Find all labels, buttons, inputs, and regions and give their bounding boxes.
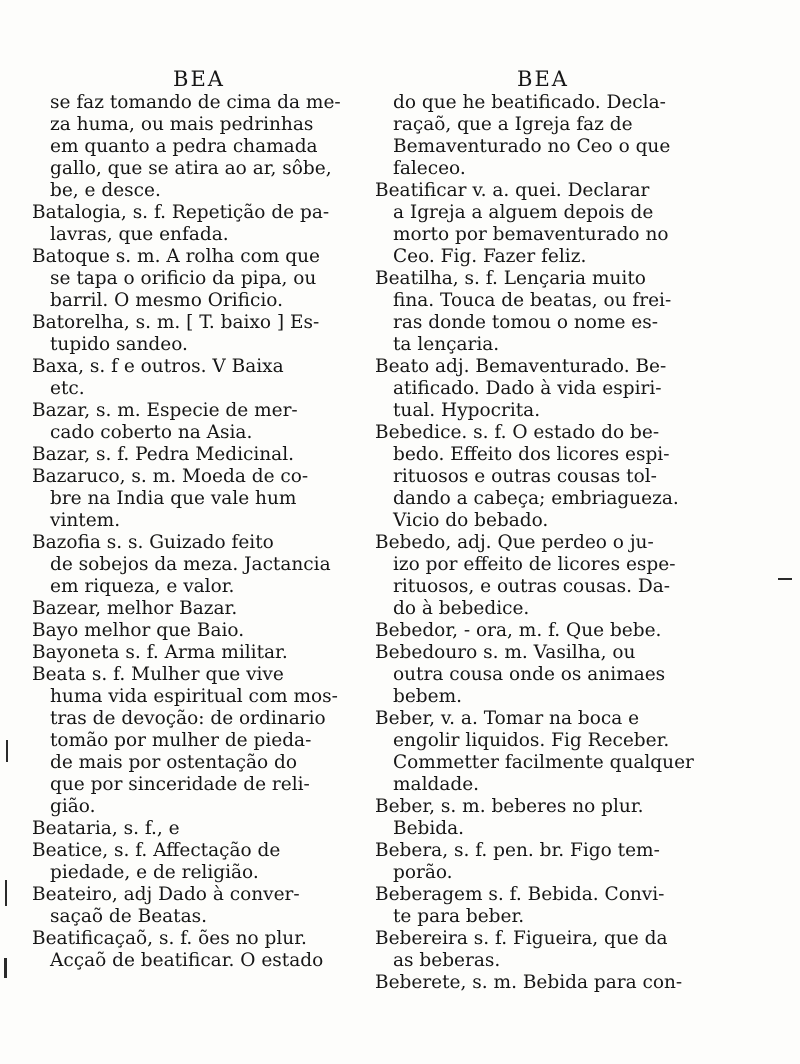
entry-line: ras donde tomou o nome es-	[393, 312, 658, 333]
entry-line: rituosos, e outras cousas. Da-	[393, 576, 671, 597]
entry-line: Bebida.	[393, 818, 465, 839]
right-column-entries	[375, 92, 711, 994]
entry-line: be, e desce.	[50, 180, 161, 201]
entry-line: morto por bemaventurado no	[393, 224, 669, 245]
entry-line: saçaõ de Beatas.	[50, 906, 208, 927]
entry-line: Bebedo, adj. Que perdeo o ju-	[375, 532, 654, 553]
entry-line: do à bebedice.	[393, 598, 530, 619]
scan-mark	[5, 880, 7, 906]
left-column-header: BEA	[173, 67, 225, 91]
right-column	[375, 66, 711, 994]
entry-line: se faz tomando de cima da me-	[50, 92, 341, 113]
entry-line: Baxa, s. f e outros. V Baixa	[32, 356, 284, 377]
entry-line: Bemaventurado no Ceo o que	[393, 136, 671, 157]
entry-line: que por sinceridade de reli-	[50, 774, 310, 795]
entry-line: za huma, ou mais pedrinhas	[50, 114, 314, 135]
left-column-entries	[32, 92, 366, 972]
entry-line: piedade, e de religião.	[50, 862, 259, 883]
entry-line: Batorelha, s. m. [ T. baixo ] Es-	[32, 312, 320, 333]
entry-line: Bayo melhor que Baio.	[32, 620, 245, 641]
entry-line: Beatificar v. a. quei. Declarar	[375, 180, 650, 201]
entry-line: Beatificaçaõ, s. f. ões no plur.	[32, 928, 307, 949]
entry-line: Bazofia s. s. Guizado feito	[32, 532, 274, 553]
entry-line: ta lençaria.	[393, 334, 500, 355]
entry-line: de mais por ostentação do	[50, 752, 298, 773]
entry-line: Bazar, s. m. Especie de mer-	[32, 400, 298, 421]
entry-line: Commetter facilmente qualquer	[393, 752, 694, 773]
entry-line: Bazaruco, s. m. Moeda de co-	[32, 466, 309, 487]
scan-mark	[6, 740, 8, 762]
entry-line: Beber, s. m. beberes no plur.	[375, 796, 644, 817]
entry-line: raçaõ, que a Igreja faz de	[393, 114, 633, 135]
entry-line: rituosos e outras cousas tol-	[393, 466, 657, 487]
entry-line: em quanto a pedra chamada	[50, 136, 318, 157]
entry-line: bre na India que vale hum	[50, 488, 297, 509]
entry-line: Acçaõ de beatificar. O estado	[50, 950, 324, 971]
entry-line: Beberagem s. f. Bebida. Convi-	[375, 884, 665, 905]
entry-line: a Igreja a alguem depois de	[393, 202, 654, 223]
entry-line: porão.	[393, 862, 453, 883]
entry-line: Beber, v. a. Tomar na boca e	[375, 708, 640, 729]
entry-line: Bazar, s. f. Pedra Medicinal.	[32, 444, 295, 465]
right-column-header: BEA	[517, 67, 569, 91]
entry-line: etc.	[50, 378, 85, 399]
entry-line: Beatilha, s. f. Lençaria muito	[375, 268, 646, 289]
entry-line: do que he beatificado. Decla-	[393, 92, 666, 113]
entry-line: Bazear, melhor Bazar.	[32, 598, 238, 619]
entry-line: gallo, que se atira ao ar, sôbe,	[50, 158, 332, 179]
entry-line: maldade.	[393, 774, 480, 795]
entry-line: se tapa o orificio da pipa, ou	[50, 268, 317, 289]
entry-line: tual. Hypocrita.	[393, 400, 541, 421]
entry-line: bebem.	[393, 686, 463, 707]
entry-line: faleceo.	[393, 158, 466, 179]
entry-line: atificado. Dado à vida espiri-	[393, 378, 662, 399]
scan-mark	[778, 578, 792, 580]
entry-line: Beato adj. Bemaventurado. Be-	[375, 356, 667, 377]
entry-line: dando a cabeça; embriagueza.	[393, 488, 679, 509]
entry-line: huma vida espiritual com mos-	[50, 686, 338, 707]
entry-line: Beatice, s. f. Affectação de	[32, 840, 281, 861]
entry-line: Bayoneta s. f. Arma militar.	[32, 642, 288, 663]
entry-line: Vicio do bebado.	[393, 510, 549, 531]
entry-line: te para beber.	[393, 906, 525, 927]
entry-line: Batoque s. m. A rolha com que	[32, 246, 320, 267]
left-column	[32, 66, 366, 972]
entry-line: bedo. Effeito dos licores espi-	[393, 444, 670, 465]
entry-line: Bebedouro s. m. Vasilha, ou	[375, 642, 636, 663]
entry-line: fina. Touca de beatas, ou frei-	[393, 290, 672, 311]
entry-line: tras de devoção: de ordinario	[50, 708, 326, 729]
entry-line: Bebedor, - ora, m. f. Que bebe.	[375, 620, 662, 641]
entry-line: vintem.	[50, 510, 121, 531]
entry-line: cado coberto na Asia.	[50, 422, 253, 443]
entry-line: tupido sandeo.	[50, 334, 188, 355]
entry-line: Beberete, s. m. Bebida para con-	[375, 972, 683, 993]
entry-line: de sobejos da meza. Jactancia	[50, 554, 331, 575]
entry-line: em riqueza, e valor.	[50, 576, 235, 597]
entry-line: lavras, que enfada.	[50, 224, 229, 245]
entry-line: Ceo. Fig. Fazer feliz.	[393, 246, 587, 267]
entry-line: Bebera, s. f. pen. br. Figo tem-	[375, 840, 660, 861]
entry-line: Batalogia, s. f. Repetição de pa-	[32, 202, 330, 223]
entry-line: Beata s. f. Mulher que vive	[32, 664, 284, 685]
scan-mark	[4, 958, 7, 978]
entry-line: Bebedice. s. f. O estado do be-	[375, 422, 660, 443]
entry-line: Beateiro, adj Dado à conver-	[32, 884, 300, 905]
entry-line: Bebereira s. f. Figueira, que da	[375, 928, 668, 949]
entry-line: as beberas.	[393, 950, 501, 971]
entry-line: engolir liquidos. Fig Receber.	[393, 730, 670, 751]
entry-line: Beataria, s. f., e	[32, 818, 180, 839]
entry-line: tomão por mulher de pieda-	[50, 730, 312, 751]
entry-line: outra cousa onde os animaes	[393, 664, 666, 685]
entry-line: izo por effeito de licores espe-	[393, 554, 676, 575]
entry-line: gião.	[50, 796, 96, 817]
entry-line: barril. O mesmo Orificio.	[50, 290, 283, 311]
